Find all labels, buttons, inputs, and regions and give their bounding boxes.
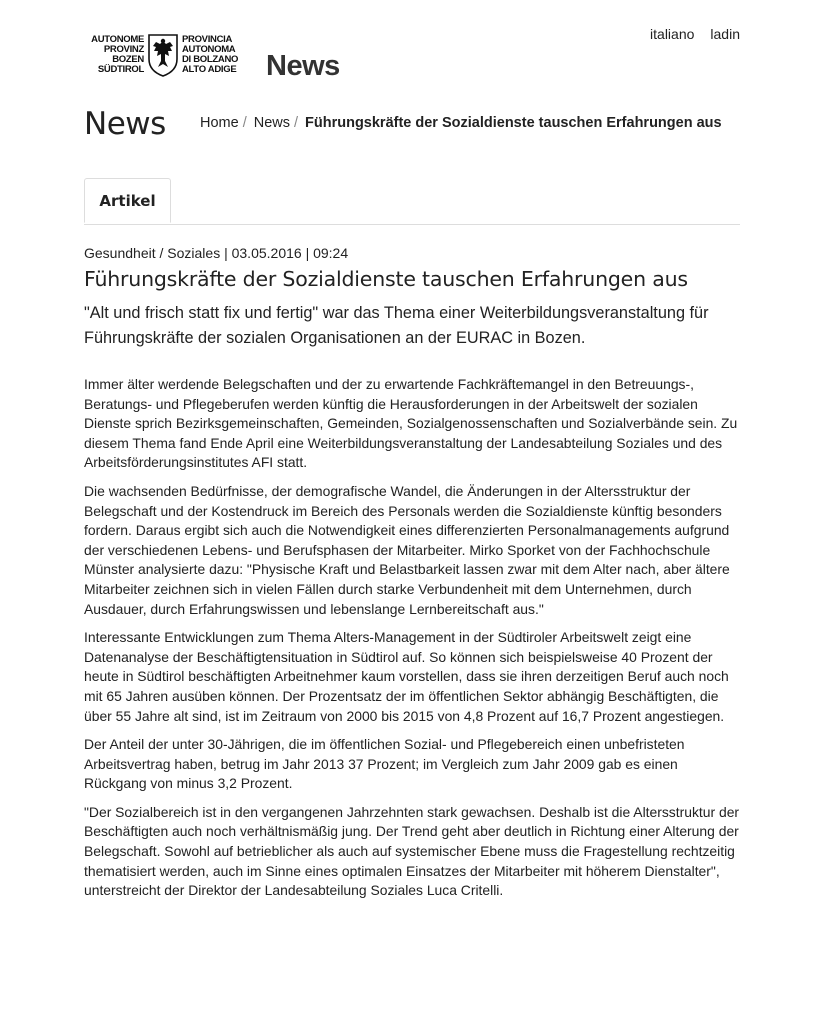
language-link-ladin[interactable]: ladin (710, 26, 740, 42)
breadcrumb-home-link[interactable]: Home (200, 115, 239, 131)
article-paragraph: Die wachsenden Bedürfnisse, der demografische Wandel, die Änderungen in der Altersstruktur der Belegschaft und der Kostendruck im Bereich des Personals werden die Sozialdienste künftig besonders fordern. Daraus ergibt sich auch die Notwendigkeit eines differenzierten Personalmanagements aufgrund der verschiedenen Lebens- und Berufsphasen der Mitarbeiter. Mirko Sporket von der Fachhochschule Münster analysierte dazu: "Physische Kraft und Belastbarkeit lassen zwar mit dem Alter nach, aber ältere Mitarbeiter zeichnen sich in vielen Fällen durch starke Verbundenheit mit dem Unternehmen, durch Ausdauer, durch Erfahrungswissen und lebenslange Lernbereitschaft aus." (84, 482, 730, 617)
article-paragraph: Immer älter werdende Belegschaften und der zu erwartende Fachkräftemangel in den Betreuungs-, Beratungs- und Pflegeberufen werden künftig die Herausforderungen in der Arbeitswelt der sozialen Dienste sprich Bezirksgemeinschaften, Gemeinden, Sozialgenossenschaften und Sozialverbände sein. Zu diesem Thema fand Ende April eine Weiterbildungsveranstaltung der Landesabteilung Soziales und des Arbeitsförderungsinstitutes AFI statt. (84, 376, 738, 471)
logo-text-italian: PROVINCIA AUTONOMA DI BOLZANO ALTO ADIGE (182, 34, 239, 75)
article-paragraph: Interessante Entwicklungen zum Thema Alters-Management in der Südtiroler Arbeitswelt zeigt eine Datenanalyse der Beschäftigtensituation in Südtirol auf. So können sich beispielsweise 40 Prozent der heute in Südtirol beschäftigten Arbeitnehmer kaum vorstellen, dass sie ihren derzeitigen Beruf auch noch mit 65 Jahren ausüben können. Der Prozentsatz der im öffentlichen Sektor abhängig Beschäftigten, die über 55 Jahre alt sind, ist im Zeitraum von 2000 bis 2015 von 4,8 Prozent auf 16,7 Prozent angestiegen. (84, 629, 729, 724)
language-link-italiano[interactable]: italiano (650, 26, 695, 42)
logo-text-german: AUTONOME PROVINZ BOZEN SÜDTIROL (91, 34, 144, 75)
article-lead: "Alt und frisch statt fix und fertig" war das Thema einer Weiterbildungsveranstaltung für Führungskräfte der sozialen Organisationen an der EURAC in Bozen. (84, 304, 709, 347)
tab-artikel[interactable]: Artikel (84, 178, 171, 223)
breadcrumb (200, 115, 722, 131)
section-title: News (84, 106, 166, 142)
article-paragraph: "Der Sozialbereich ist in den vergangenen Jahrzehnten stark gewachsen. Deshalb ist die Altersstruktur der Beschäftigten auch noch verhältnismäßig jung. Der Trend geht aber deutlich in Richtung einer Alterung der Belegschaft. Sowohl auf betrieblicher als auch auf systemischer Ebene muss die Fragestellung rechtzeitig thematisiert werden, auch im Sinne eines optimalen Einsatzes der Mitarbeiter mit höherem Dienstalter", unterstreicht der Direktor der Landesabteilung Soziales Luca Critelli. (84, 803, 740, 899)
breadcrumb-news-link[interactable]: News (253, 115, 290, 131)
article-meta: Gesundheit / Soziales | 03.05.2016 | 09:24 (84, 245, 349, 261)
site-logo[interactable] (84, 28, 252, 82)
breadcrumb-separator: / (293, 115, 299, 131)
language-switcher (650, 26, 740, 42)
tab-bar (84, 178, 740, 225)
site-header (84, 24, 740, 84)
breadcrumb-current: Führungskräfte der Sozialdienste tauschen Erfahrungen aus (305, 115, 722, 131)
article-paragraph: Der Anteil der unter 30-Jährigen, die im öffentlichen Sozial- und Pflegebereich einen unbefristeten Arbeitsvertrag haben, betrug im Jahr 2013 37 Prozent; im Vergleich zum Jahr 2009 gab es einen Rückgang von minus 3,2 Prozent. (84, 736, 685, 792)
article (84, 244, 744, 910)
article-title: Führungskräfte der Sozialdienste tauschen Erfahrungen aus (84, 267, 688, 291)
site-name: News (266, 50, 340, 82)
breadcrumb-separator: / (242, 115, 247, 131)
eagle-crest-icon (148, 33, 178, 77)
